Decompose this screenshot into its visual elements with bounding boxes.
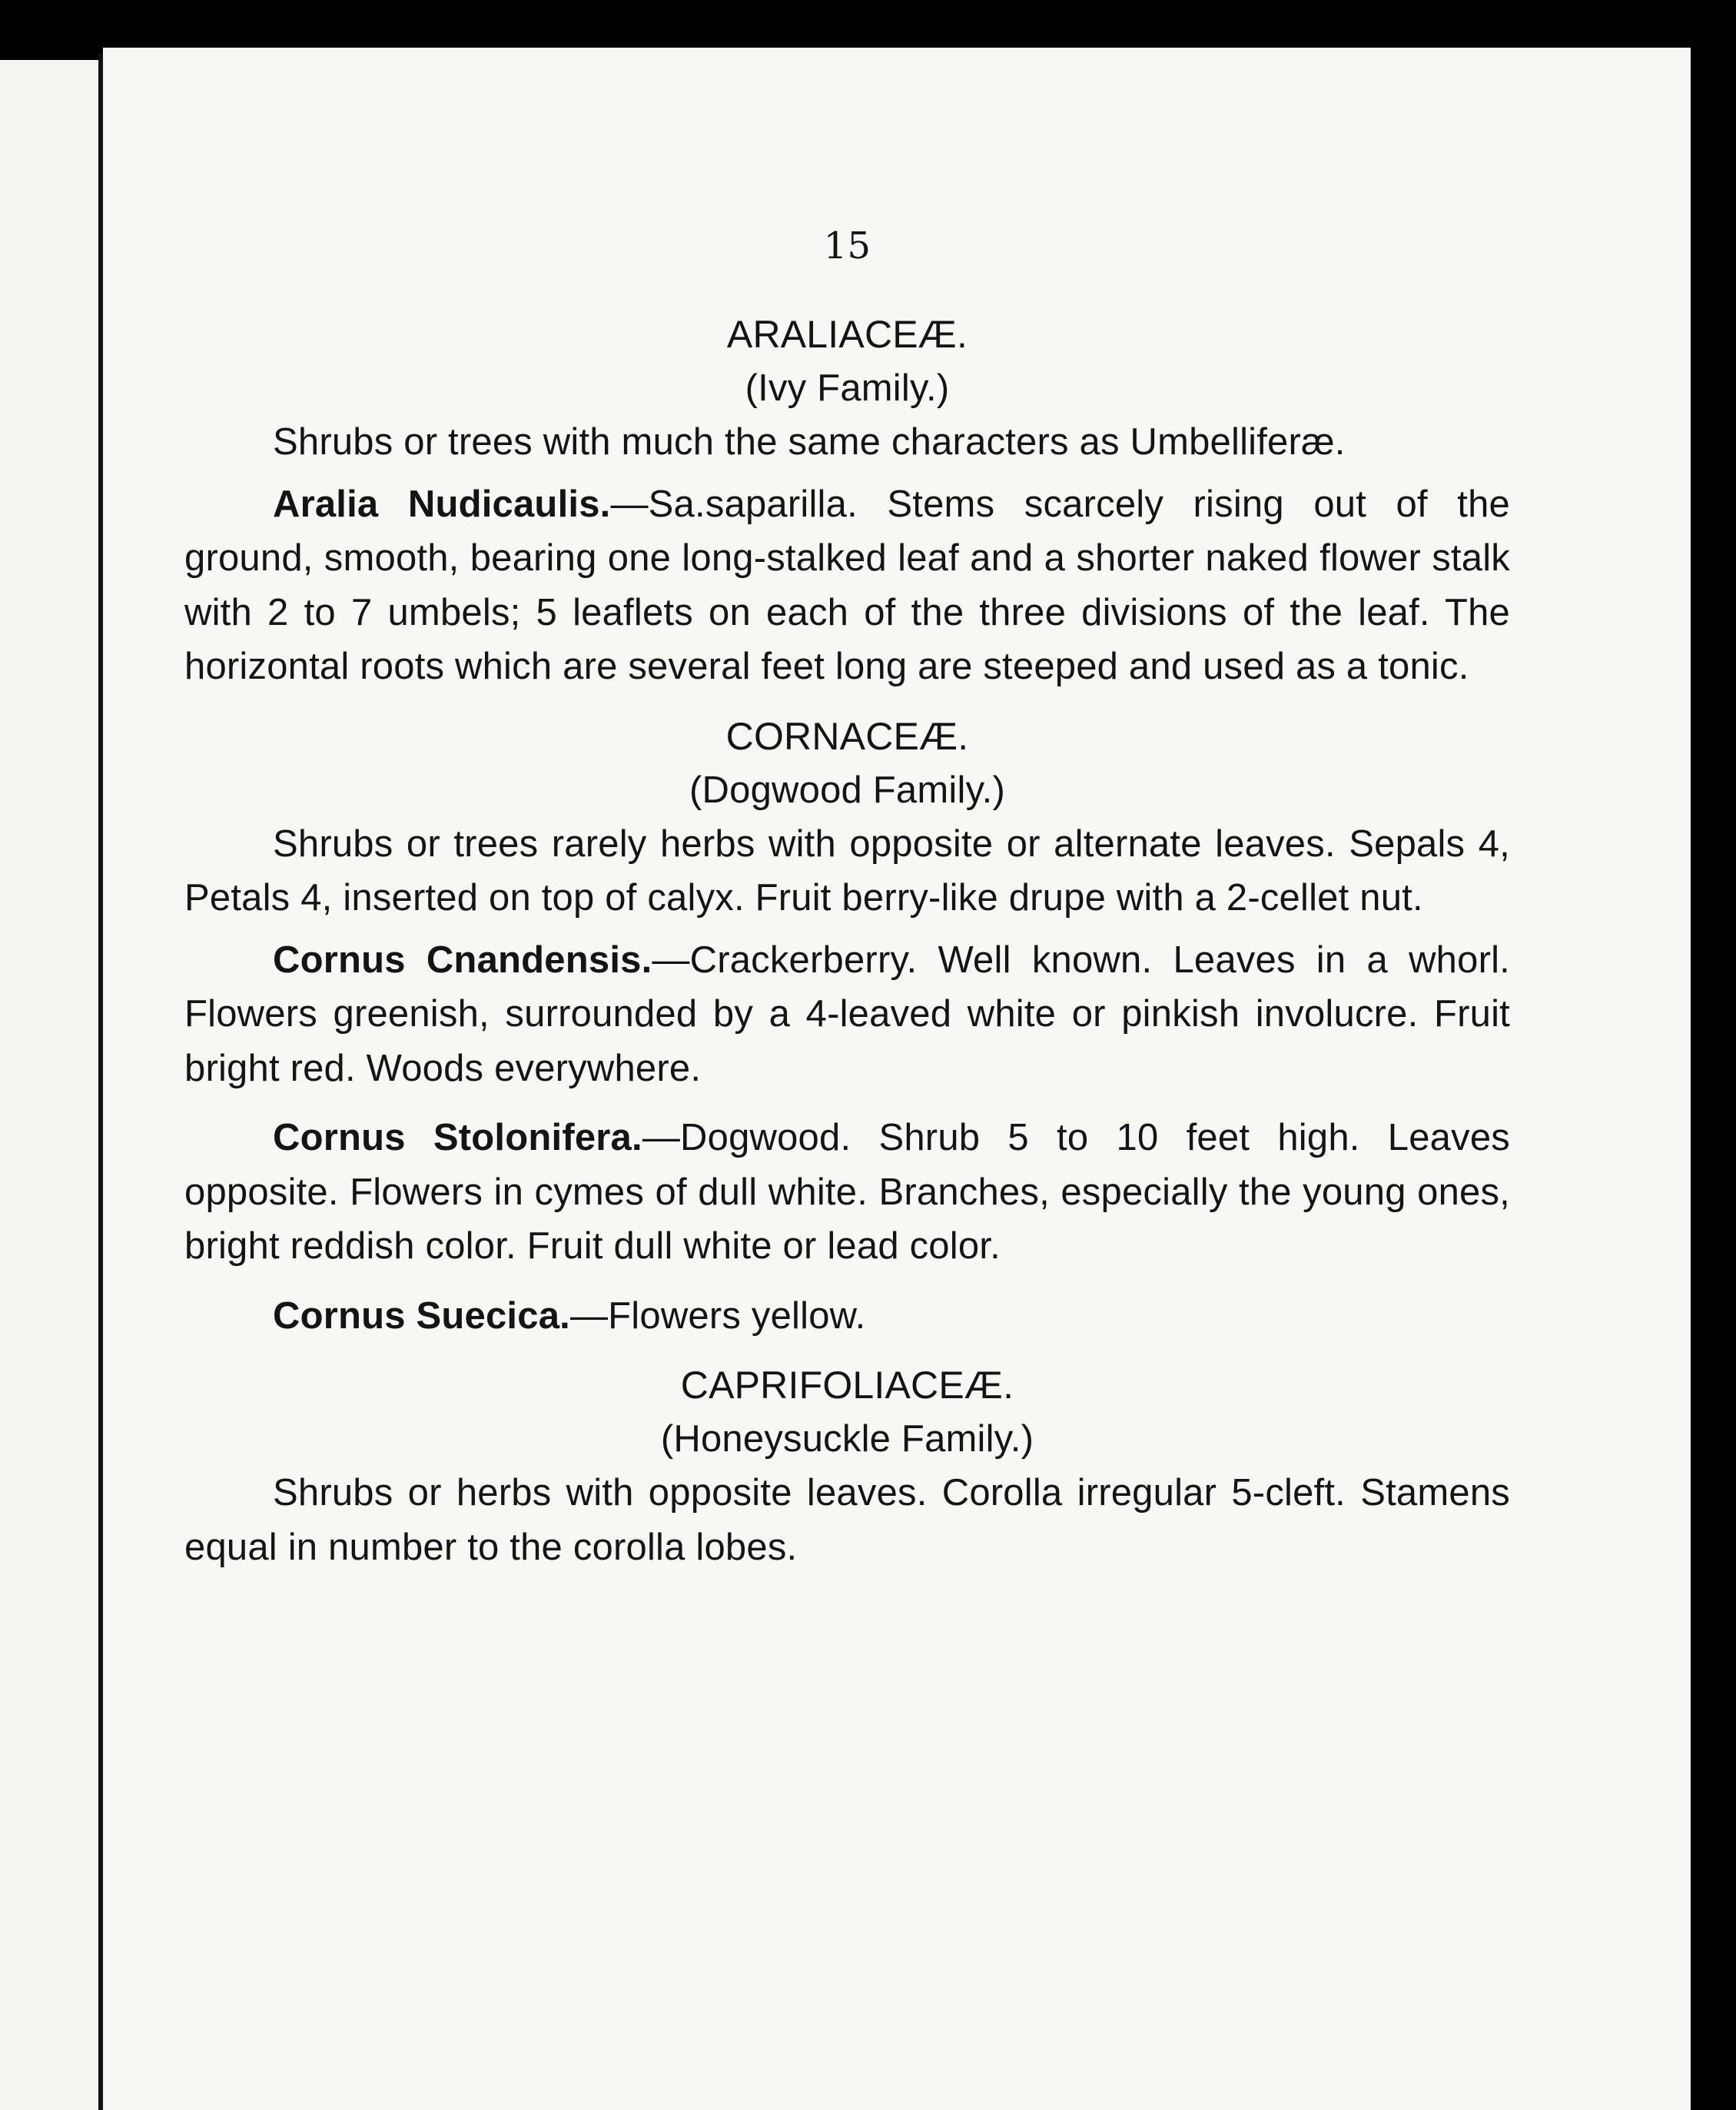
species-latin-name: Cornus Suecica. <box>273 1294 570 1337</box>
family-common-name: (Ivy Family.) <box>745 367 950 409</box>
species-entry <box>184 933 1510 1096</box>
family-section-araliaceae <box>184 307 1510 694</box>
species-latin-name: Cornus Cnandensis. <box>273 939 652 981</box>
species-description: —Crackerberry. Well known. Leaves in a whorl. Flowers greenish, surrounded by a 4-leaved white or pinkish involucre. Fruit bright red. Woods everywhere. <box>184 939 1510 1089</box>
species-latin-name: Cornus Stolonifera. <box>273 1117 642 1158</box>
species-latin-name: Aralia Nudicaulis. <box>273 483 611 525</box>
page-number: 15 <box>823 224 871 267</box>
species-description: —Sa.saparilla. Stems scarcely rising out of the ground, smooth, bearing one long-stalked leaf and a shorter naked flower stalk with 2 to 7 umbels; 5 leaflets on each of the three divisions of the leaf. The horizontal roots which are several feet long are steeped and used as a tonic. <box>184 483 1510 687</box>
family-description: Shrubs or trees rarely herbs with opposite or alternate leaves. Sepals 4, Petals 4, inserted on top of calyx. Fruit berry-like drupe with a 2-cellet nut. <box>184 822 1510 919</box>
species-description: —Dogwood. Shrub 5 to 10 feet high. Leaves opposite. Flowers in cymes of dull white. Branches, especially the young ones, bright reddish color. Fruit dull white or lead color. <box>184 1117 1510 1267</box>
family-common-name: (Honeysuckle Family.) <box>660 1418 1034 1460</box>
family-heading: CAPRIFOLIACEÆ. <box>680 1364 1014 1407</box>
species-description: —Flowers yellow. <box>569 1294 866 1337</box>
family-heading: ARALIACEÆ. <box>726 313 968 356</box>
family-common-name: (Dogwood Family.) <box>689 769 1005 811</box>
page-text <box>184 223 1510 1582</box>
scan-border <box>1691 0 1736 2110</box>
family-section-caprifoliaceae <box>184 1358 1510 1574</box>
species-entry <box>184 1289 1510 1344</box>
family-section-cornaceae <box>184 709 1510 1344</box>
species-entry <box>184 477 1510 694</box>
facing-page-edge <box>0 60 98 2110</box>
family-heading: CORNACEÆ. <box>725 714 969 758</box>
family-description: Shrubs or herbs with opposite leaves. Corolla irregular 5-cleft. Stamens equal in number to the corolla lobes. <box>184 1472 1510 1568</box>
species-entry <box>184 1111 1510 1274</box>
family-description: Shrubs or trees with much the same characters as Umbelliferæ. <box>273 421 1346 463</box>
